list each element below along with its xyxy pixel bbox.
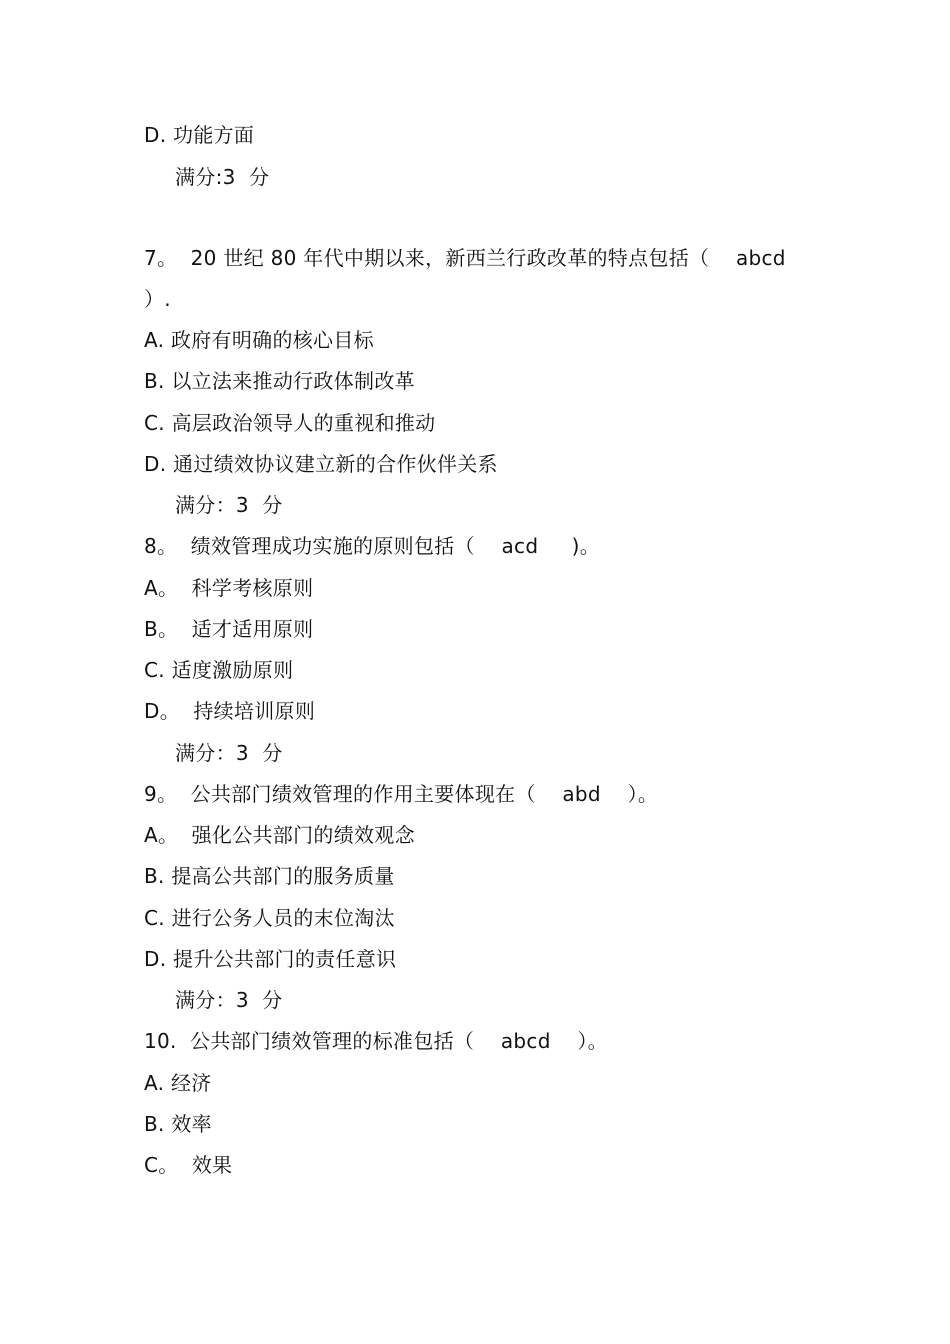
q7-option-c: C. 高层政治领导人的重视和推动 (144, 411, 436, 435)
q10-question: 10. 公共部门绩效管理的标准包括（ abcd ）。 (144, 1029, 608, 1053)
q8-option-d: D。 持续培训原则 (144, 699, 316, 723)
q7-option-d: D. 通过绩效协议建立新的合作伙伴关系 (144, 452, 498, 476)
q7-score: 满分：3 分 (175, 493, 283, 517)
q8-option-c: C. 适度激励原则 (144, 658, 294, 682)
q9-option-d: D. 提升公共部门的责任意识 (144, 947, 397, 971)
q8-question: 8。 绩效管理成功实施的原则包括（ acd )。 (144, 534, 601, 558)
q10-option-a: A. 经济 (144, 1071, 212, 1095)
q8-option-b: B。 适才适用原则 (144, 617, 314, 641)
q9-question: 9。 公共部门绩效管理的作用主要体现在（ abd ）。 (144, 782, 659, 806)
q9-option-b: B. 提高公共部门的服务质量 (144, 864, 395, 888)
q8-score: 满分：3 分 (175, 741, 283, 765)
q9-option-a: A。 强化公共部门的绩效观念 (144, 823, 415, 847)
q7-question-line2: ）. (144, 287, 171, 311)
q9-score: 满分：3 分 (175, 988, 283, 1012)
q7-option-a: A. 政府有明确的核心目标 (144, 328, 374, 352)
q6-option-d: D. 功能方面 (144, 123, 255, 147)
q6-score: 满分:3 分 (175, 165, 270, 189)
q7-option-b: B. 以立法来推动行政体制改革 (144, 369, 415, 393)
q10-option-b: B. 效率 (144, 1112, 212, 1136)
q7-question-line1: 7。 20 世纪 80 年代中期以来，新西兰行政改革的特点包括（ abcd (144, 246, 786, 270)
q9-option-c: C. 进行公务人员的末位淘汰 (144, 906, 395, 930)
q10-option-c: C。 效果 (144, 1153, 233, 1177)
q8-option-a: A。 科学考核原则 (144, 576, 314, 600)
